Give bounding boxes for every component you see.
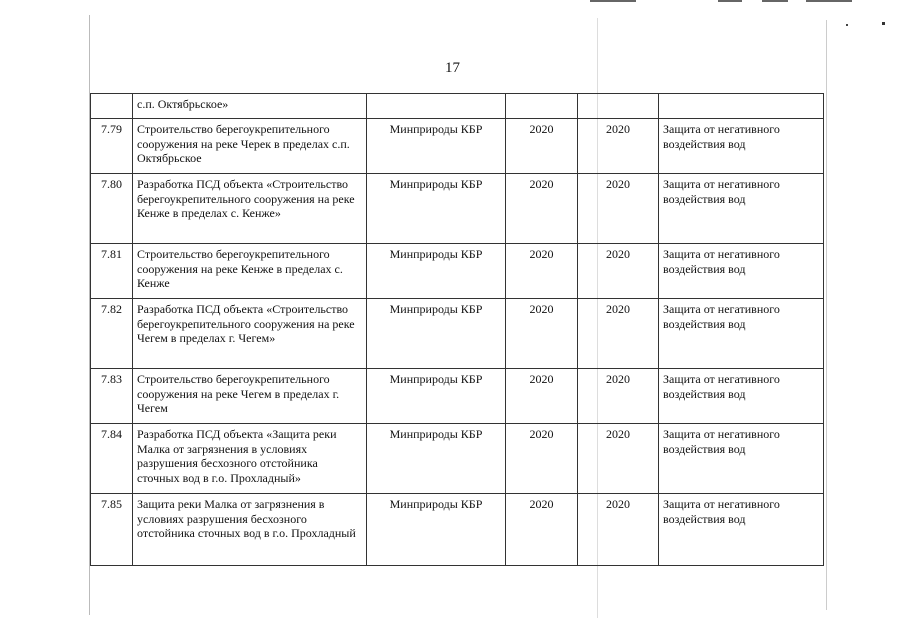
cell-result: Защита от негативного воздействия вод	[659, 494, 824, 566]
table-row	[91, 119, 824, 174]
table-row	[91, 369, 824, 424]
cell-start-year: 2020	[506, 174, 578, 244]
scan-dash-top-3	[762, 0, 788, 2]
cell-num: 7.83	[91, 369, 133, 424]
cell-executor: Минприроды КБР	[367, 424, 506, 494]
cell-end-year: 2020	[578, 299, 659, 369]
scan-dash-top-4	[806, 0, 852, 2]
cell-result	[659, 94, 824, 119]
cell-end-year: 2020	[578, 244, 659, 299]
table-row	[91, 244, 824, 299]
scan-dash-top-2	[718, 0, 742, 2]
scan-speck-2	[882, 22, 885, 25]
cell-num: 7.85	[91, 494, 133, 566]
cell-end-year: 2020	[578, 369, 659, 424]
cell-executor: Минприроды КБР	[367, 244, 506, 299]
cell-num: 7.84	[91, 424, 133, 494]
cell-num: 7.80	[91, 174, 133, 244]
cell-result: Защита от негативного воздействия вод	[659, 299, 824, 369]
cell-end-year	[578, 94, 659, 119]
cell-name: Защита реки Малка от загрязнения в условиях разрушения бесхозного отстойника сточных вод в г.о. Прохладный	[133, 494, 367, 566]
cell-executor: Минприроды КБР	[367, 119, 506, 174]
cell-start-year: 2020	[506, 244, 578, 299]
cell-start-year	[506, 94, 578, 119]
cell-result: Защита от негативного воздействия вод	[659, 244, 824, 299]
scan-line-right	[826, 20, 827, 610]
cell-executor: Минприроды КБР	[367, 494, 506, 566]
cell-num	[91, 94, 133, 119]
cell-result: Защита от негативного воздействия вод	[659, 424, 824, 494]
table-row-continuation	[91, 94, 824, 119]
cell-name: Разработка ПСД объекта «Защита реки Малка от загрязнения в условиях разрушения бесхозного отстойника сточных вод в г.о. Прохладный»	[133, 424, 367, 494]
cell-num: 7.82	[91, 299, 133, 369]
cell-num: 7.81	[91, 244, 133, 299]
cell-start-year: 2020	[506, 424, 578, 494]
cell-name: с.п. Октябрьское»	[133, 94, 367, 119]
cell-start-year: 2020	[506, 369, 578, 424]
cell-executor	[367, 94, 506, 119]
cell-end-year: 2020	[578, 174, 659, 244]
cell-result: Защита от негативного воздействия вод	[659, 119, 824, 174]
cell-name: Разработка ПСД объекта «Строительство берегоукрепительного сооружения на реке Чегем в пределах г. Чегем»	[133, 299, 367, 369]
cell-name: Строительство берегоукрепительного сооружения на реке Чегем в пределах г. Чегем	[133, 369, 367, 424]
cell-result: Защита от негативного воздействия вод	[659, 174, 824, 244]
cell-num: 7.79	[91, 119, 133, 174]
cell-executor: Минприроды КБР	[367, 174, 506, 244]
cell-start-year: 2020	[506, 119, 578, 174]
programme-table	[90, 93, 824, 566]
cell-name: Строительство берегоукрепительного сооружения на реке Кенже в пределах с. Кенже	[133, 244, 367, 299]
cell-end-year: 2020	[578, 494, 659, 566]
scan-dash-top-1	[590, 0, 636, 2]
table-row	[91, 424, 824, 494]
page-number: 17	[445, 60, 460, 76]
cell-executor: Минприроды КБР	[367, 299, 506, 369]
table-row	[91, 299, 824, 369]
table-row	[91, 494, 824, 566]
cell-start-year: 2020	[506, 494, 578, 566]
cell-name: Строительство берегоукрепительного сооружения на реке Черек в пределах с.п. Октябрьское	[133, 119, 367, 174]
cell-end-year: 2020	[578, 119, 659, 174]
scan-speck-1	[846, 24, 848, 26]
cell-end-year: 2020	[578, 424, 659, 494]
cell-start-year: 2020	[506, 299, 578, 369]
table-row	[91, 174, 824, 244]
cell-name: Разработка ПСД объекта «Строительство берегоукрепительного сооружения на реке Кенже в пределах с. Кенже»	[133, 174, 367, 244]
cell-executor: Минприроды КБР	[367, 369, 506, 424]
cell-result: Защита от негативного воздействия вод	[659, 369, 824, 424]
